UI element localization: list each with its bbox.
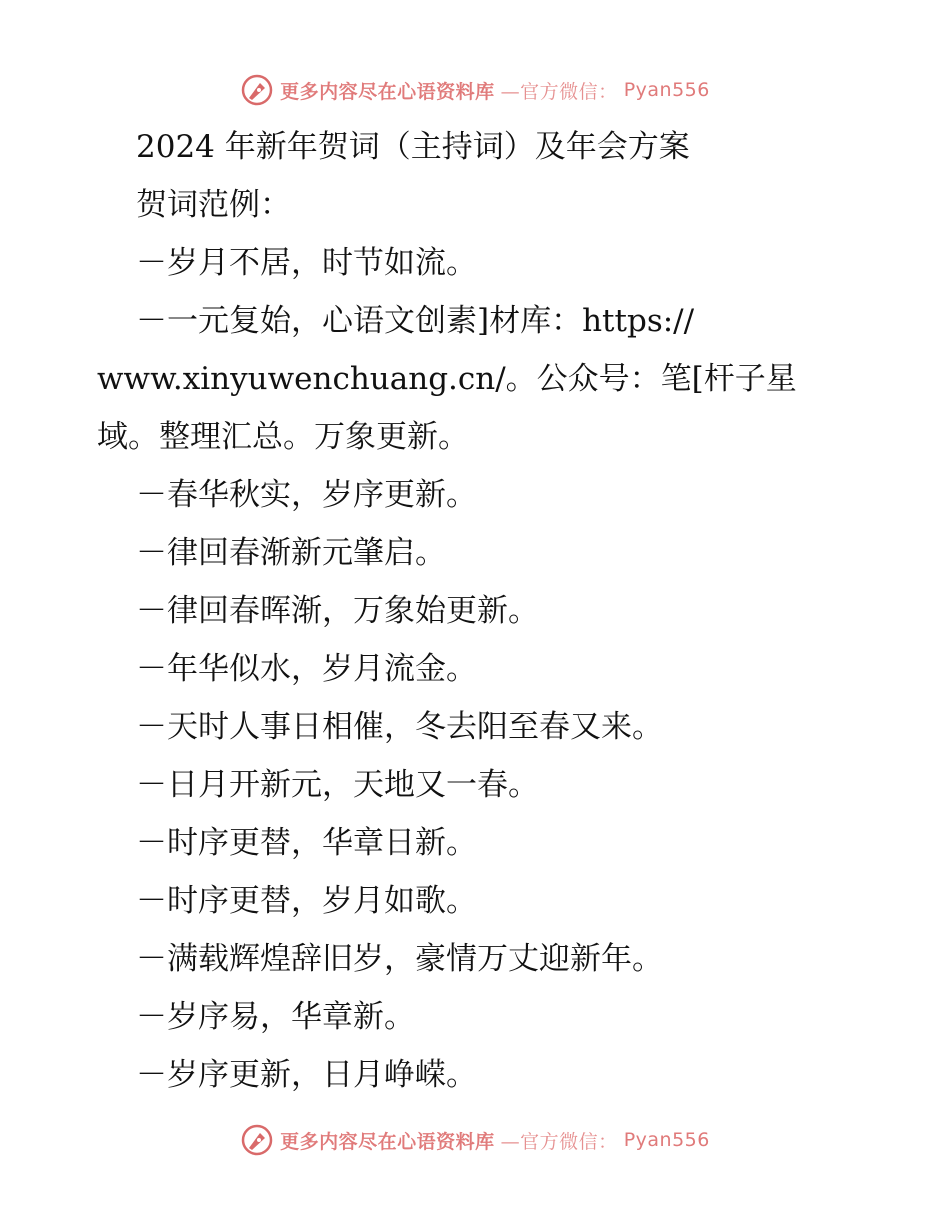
watermark-main-text: 更多内容尽在心语资料库 <box>280 1130 495 1153</box>
greeting-line: －岁序更新，日月峥嵘。 <box>136 1057 477 1093</box>
watermark-wechat-id: Pyan556 <box>623 79 710 101</box>
watermark-wechat-id: Pyan556 <box>623 1129 710 1151</box>
greeting-line: －时序更替，华章日新。 <box>136 825 477 861</box>
greeting-line: －一元复始，心语文创素]材库：https:// <box>136 303 695 339</box>
watermark-sub-text: —官方微信： <box>500 1130 618 1153</box>
document-title: 2024 年新年贺词（主持词）及年会方案 <box>136 129 690 165</box>
greeting-line: －岁序易，华章新。 <box>136 999 415 1035</box>
greeting-line: －时序更替，岁月如歌。 <box>136 883 477 919</box>
greeting-line: －律回春渐新元肇启。 <box>136 535 446 571</box>
watermark-sub-text: —官方微信： <box>500 80 618 103</box>
pen-nib-logo-icon <box>240 73 274 107</box>
greeting-line-continued: 域。整理汇总。万象更新。 <box>97 419 469 455</box>
greeting-line: －岁月不居，时节如流。 <box>136 245 477 281</box>
watermark-footer <box>0 1120 950 1160</box>
greeting-line: －春华秋实，岁序更新。 <box>136 477 477 513</box>
greeting-line: －满载辉煌辞旧岁，豪情万丈迎新年。 <box>136 941 663 977</box>
pen-nib-logo-icon <box>240 1123 274 1157</box>
greeting-line: －日月开新元，天地又一春。 <box>136 767 539 803</box>
watermark-main-text: 更多内容尽在心语资料库 <box>280 80 495 103</box>
watermark-header <box>0 70 950 110</box>
greeting-line: －年华似水，岁月流金。 <box>136 651 477 687</box>
document-body <box>0 118 950 1104</box>
section-heading: 贺词范例： <box>136 187 291 223</box>
greeting-line-continued: www.xinyuwenchuang.cn/。公众号：笔[杆子星 <box>97 361 797 397</box>
greeting-line: －律回春晖渐，万象始更新。 <box>136 593 539 629</box>
greeting-line: －天时人事日相催，冬去阳至春又来。 <box>136 709 663 745</box>
